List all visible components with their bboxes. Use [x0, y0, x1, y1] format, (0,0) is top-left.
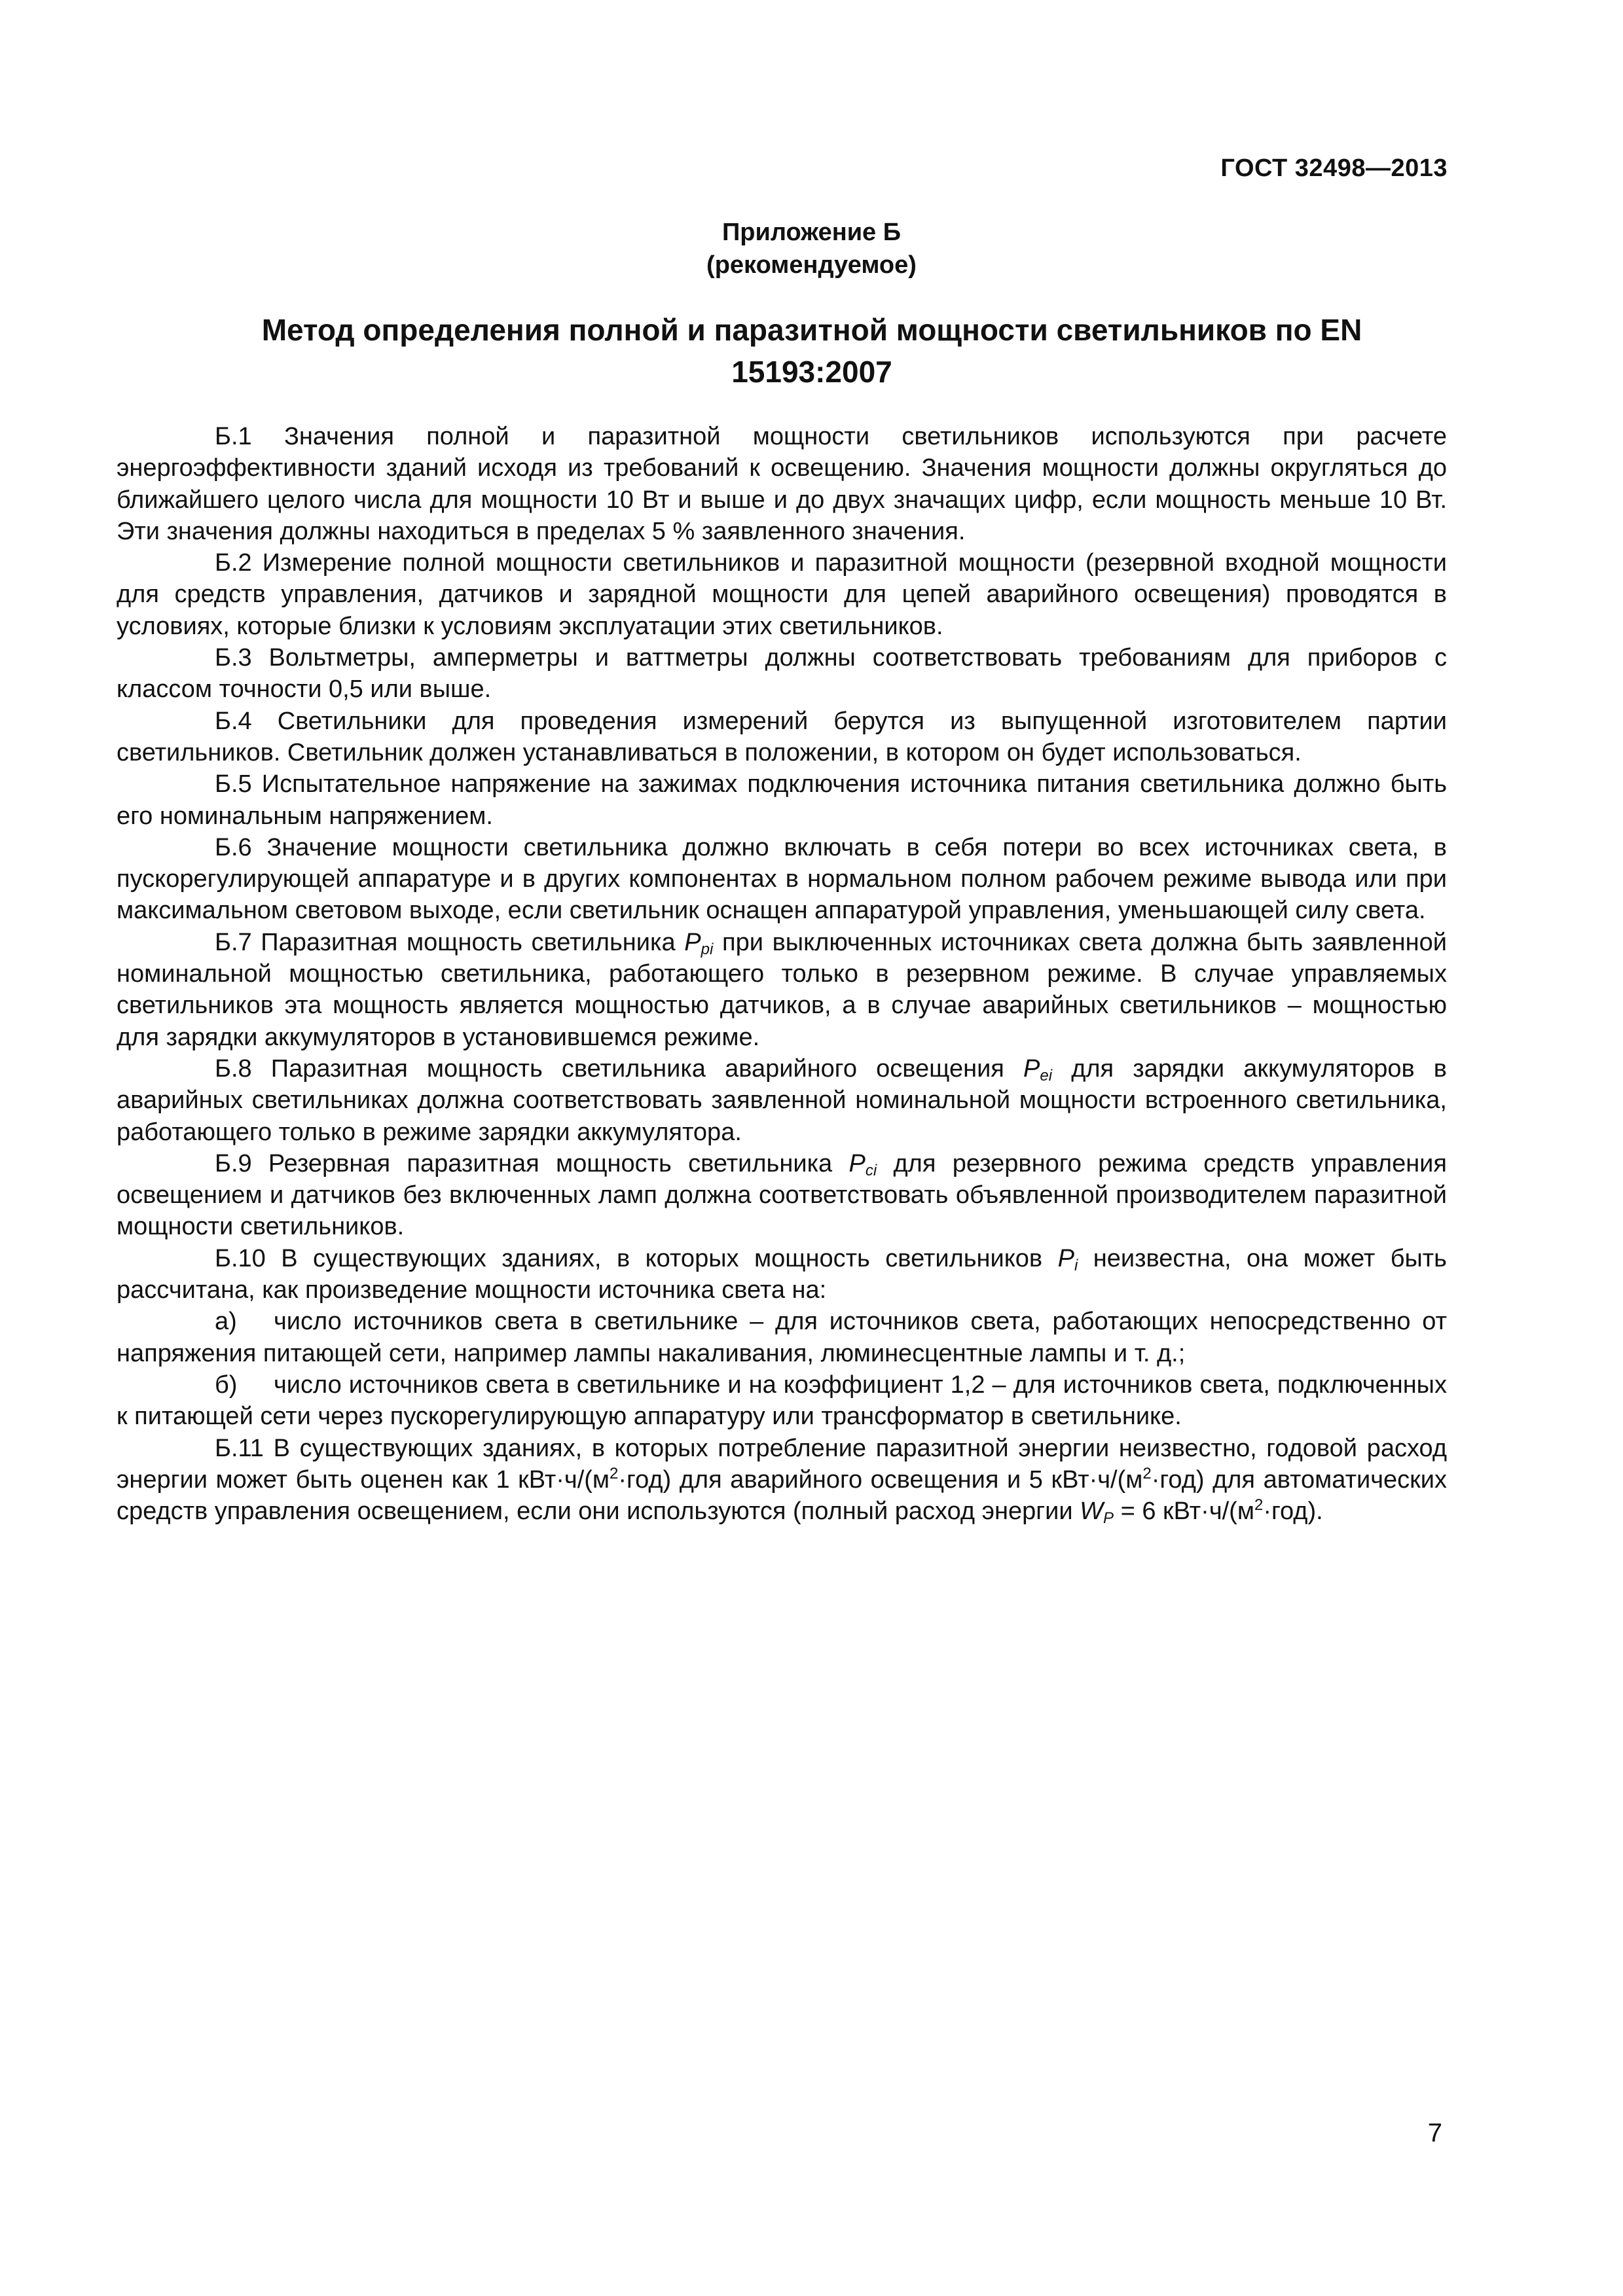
clause-b10-text-before: Б.10 В существующих зданиях, в которых мощность светильников [215, 1244, 1058, 1272]
symbol-p-i [1058, 1245, 1078, 1272]
appendix-heading [0, 216, 1623, 281]
symbol-w-p [1080, 1498, 1114, 1528]
clause-b10 [117, 1243, 1447, 1306]
clause-b11-part3: ·год) для автоматических средств управления освещением, если они используются (полный расход энергии [117, 1465, 1447, 1526]
list-item-text: число источников света в светильнике и на коэффициент 1,2 – для источников света, подключенных к питающей сети через пускорегулирующую аппаратуру или трансформатор в светильнике. [117, 1371, 1447, 1431]
clause-b9 [117, 1148, 1447, 1243]
clause-b10-text-after: неизвестна, она может быть рассчитана, как произведение мощности источника света на: [117, 1244, 1447, 1304]
clause-b8 [117, 1053, 1447, 1148]
clause-b1: Б.1 Значения полной и паразитной мощности светильников используются при расчете энергоэффективности зданий исходя из требований к освещению. Значения мощности должны округляться до ближайшего целого числа для мощности 10 Вт и выше и до двух значащих цифр, если мощность меньше 10 Вт. Эти значения должны находиться в пределах 5 % заявленного значения. [117, 423, 1447, 545]
document-code: ГОСТ 32498—2013 [1220, 154, 1448, 182]
clause-b7 [117, 927, 1447, 1053]
clause-b6: Б.6 Значение мощности светильника должно включать в себя потери во всех источниках света, в пускорегулирующей аппаратуре и в других компонентах в нормальном полном рабочем режиме вывода или при максимальном световом выходе, если светильник оснащен аппаратурой управления, уменьшающей силу света. [117, 833, 1447, 925]
clause-b11-part2: ·год) для аварийного освещения и 5 кВт·ч/(м [618, 1465, 1143, 1494]
superscript-2: 2 [610, 1464, 619, 1482]
symbol-p-ci-subscript: ci [865, 1161, 877, 1179]
symbol-p-ei-subscript: ei [1040, 1066, 1053, 1085]
symbol-p-ci-letter: P [848, 1149, 866, 1177]
list-item-marker: б) [215, 1371, 238, 1399]
page-title: Метод определения полной и паразитной мощности светильников по EN 15193:2007 [261, 313, 1362, 389]
clause-b7-text-after: при выключенных источниках света должна быть заявленной номинальной мощностью светильника, работающего только в резервном режиме. В случае управляемых светильников эта мощность является мощностью датчиков, а в случае аварийных светильников – мощностью для зарядки аккумуляторов в установившемся режиме. [117, 928, 1447, 1051]
clause-b3: Б.3 Вольтметры, амперметры и ваттметры должны соответствовать требованиям для приборов с классом точности 0,5 или выше. [117, 644, 1447, 704]
clause-b8-text-after: для зарядки аккумуляторов в аварийных светильниках должна соответствовать заявленной номинальной мощности встроенного светильника, работающего только в режиме зарядки аккумулятора. [117, 1054, 1447, 1146]
clause-b9-text-before: Б.9 Резервная паразитная мощность светильника [215, 1149, 849, 1177]
symbol-p-pi-subscript: pi [701, 940, 714, 958]
superscript-2: 2 [1142, 1464, 1152, 1482]
list-item [117, 1306, 1447, 1369]
symbol-p-ci [848, 1150, 877, 1177]
symbol-p-pi [684, 929, 713, 956]
clause-b11-part5: ·год). [1263, 1498, 1323, 1526]
clause-b11 [117, 1433, 1447, 1528]
clause-b4: Б.4 Светильники для проведения измерений берутся из выпущенной изготовителем партии светильников. Светильник должен устанавливаться в положении, в котором он будет использоваться. [117, 707, 1447, 766]
document-body [117, 421, 1447, 1527]
symbol-p-ei-letter: P [1023, 1054, 1040, 1083]
appendix-status: (рекомендуемое) [706, 251, 917, 279]
symbol-p-ei [1023, 1055, 1052, 1083]
symbol-w-p-letter: W [1080, 1498, 1104, 1526]
symbol-p-i-letter: P [1057, 1244, 1074, 1272]
appendix-label: Приложение Б [721, 219, 902, 246]
symbol-p-pi-letter: P [684, 928, 701, 956]
list-item-text: число источников света в светильнике – для источников света, работающих непосредственно от напряжения питающей сети, например лампы накаливания, люминесцентные лампы и т. д.; [117, 1308, 1447, 1367]
symbol-p-i-subscript: i [1074, 1256, 1078, 1274]
list-item [117, 1369, 1447, 1433]
clause-b5: Б.5 Испытательное напряжение на зажимах подключения источника питания светильника должно быть его номинальным напряжением. [117, 770, 1447, 830]
clause-b7-text-before: Б.7 Паразитная мощность светильника [215, 928, 685, 956]
symbol-w-p-subscript: P [1103, 1509, 1114, 1528]
clause-b9-text-after: для резервного режима средств управления освещением и датчиков без включенных ламп должна соответствовать объявленной производителем паразитной мощности светильников. [117, 1149, 1447, 1241]
superscript-2: 2 [1254, 1496, 1264, 1515]
clause-b11-part4: = 6 кВт·ч/(м [1114, 1498, 1254, 1526]
clause-b2: Б.2 Измерение полной мощности светильников и паразитной мощности (резервной входной мощности для средств управления, датчиков и зарядной мощности для цепей аварийного освещения) проводятся в условиях, которые близки к условиям эксплуатации этих светильников. [117, 549, 1447, 640]
list-item-marker: а) [215, 1308, 237, 1336]
clause-b11-part1: Б.11 В существующих зданиях, в которых потребление паразитной энергии неизвестно, годовой расход энергии может быть оценен как 1 кВт·ч/(м [117, 1434, 1447, 1494]
clause-b8-text-before: Б.8 Паразитная мощность светильника аварийного освещения [215, 1054, 1024, 1083]
page-number: 7 [1427, 2119, 1442, 2147]
